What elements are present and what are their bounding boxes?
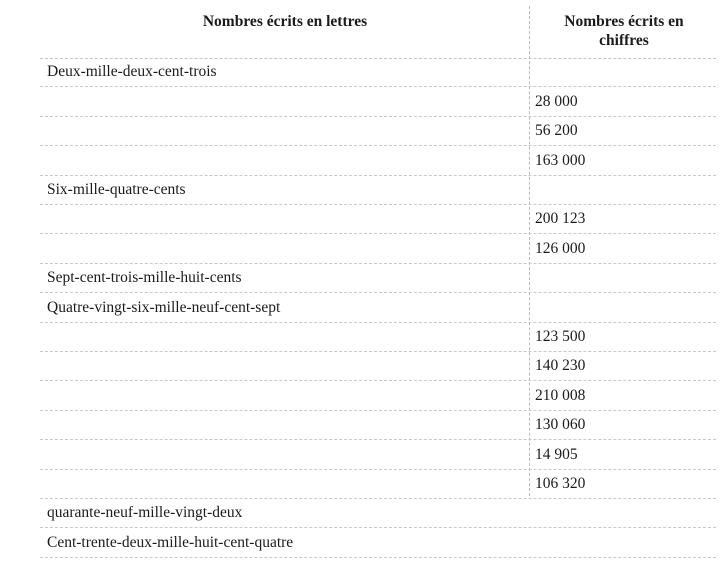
row-rule xyxy=(40,557,716,558)
table-row xyxy=(40,146,716,175)
row-digits: 130 060 xyxy=(535,416,586,434)
row-words: quarante-neuf-mille-vingt-deux xyxy=(47,504,243,522)
row-digits: 28 000 xyxy=(535,92,578,110)
table-row xyxy=(40,205,716,234)
table-row xyxy=(40,470,716,499)
row-digits: 210 008 xyxy=(535,386,586,404)
row-digits: 163 000 xyxy=(535,151,586,169)
table-row xyxy=(40,411,716,440)
table-row xyxy=(40,117,716,146)
row-words: Sept-cent-trois-mille-huit-cents xyxy=(47,269,242,287)
row-words: Six-mille-quatre-cents xyxy=(47,180,186,198)
table-row xyxy=(40,264,716,293)
table-row xyxy=(40,87,716,116)
table-row xyxy=(40,381,716,410)
table-row xyxy=(40,234,716,263)
table-row xyxy=(40,293,716,322)
table-row xyxy=(40,528,716,557)
row-digits: 56 200 xyxy=(535,122,578,140)
row-digits: 126 000 xyxy=(535,239,586,257)
row-digits: 123 500 xyxy=(535,327,586,345)
table-row xyxy=(40,440,716,469)
row-digits: 14 905 xyxy=(535,445,578,463)
row-digits: 106 320 xyxy=(535,474,586,492)
header-digits-line1: Nombres écrits en xyxy=(564,13,684,30)
header-digits xyxy=(535,12,713,50)
row-digits: 200 123 xyxy=(535,210,586,228)
row-words: Deux-mille-deux-cent-trois xyxy=(47,63,217,81)
row-words: Quatre-vingt-six-mille-neuf-cent-sept xyxy=(47,298,281,316)
table-row xyxy=(40,499,716,528)
row-words: Cent-trente-deux-mille-huit-cent-quatre xyxy=(47,533,294,551)
header-words: Nombres écrits en lettres xyxy=(202,13,368,30)
header-digits-line2: chiffres xyxy=(599,32,649,49)
table-row xyxy=(40,323,716,352)
table-row xyxy=(40,58,716,87)
row-digits: 140 230 xyxy=(535,357,586,375)
table-row xyxy=(40,352,716,381)
table-row xyxy=(40,176,716,205)
